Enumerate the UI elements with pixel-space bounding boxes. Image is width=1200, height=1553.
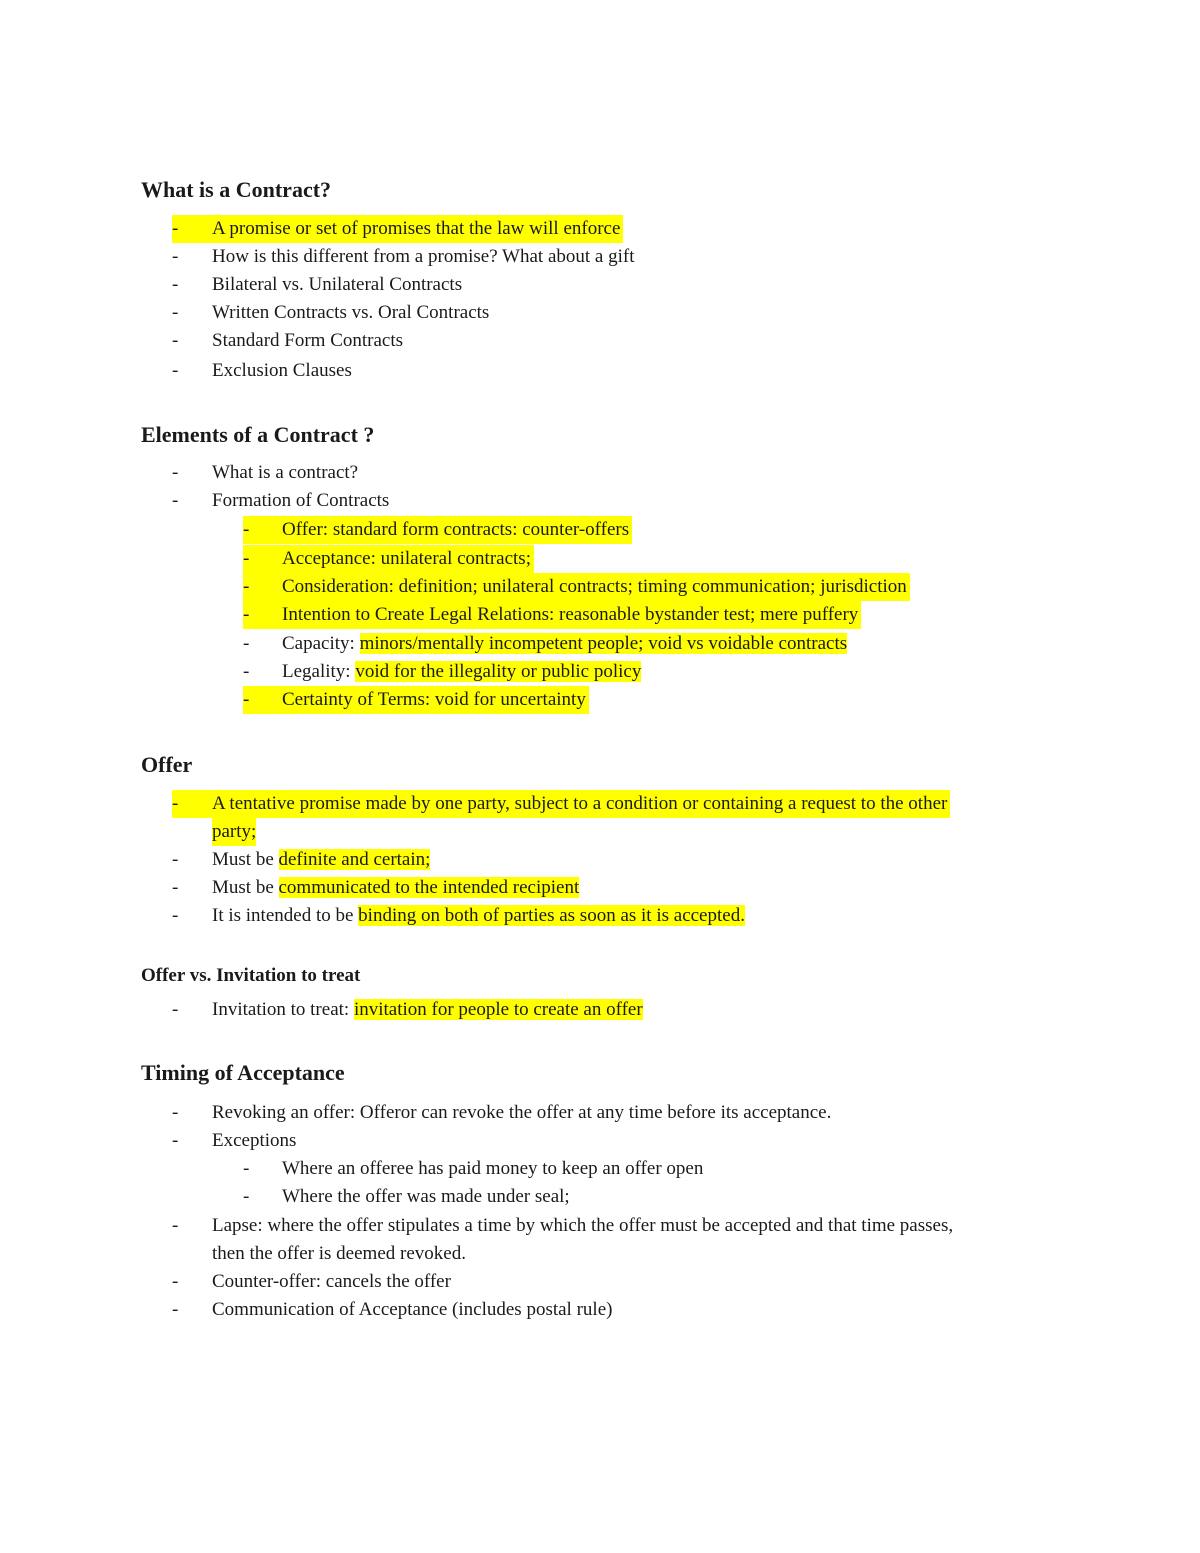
list-item: - Formation of Contracts bbox=[172, 490, 390, 511]
list-item: - A promise or set of promises that the law will enforce bbox=[172, 215, 623, 243]
list-item: - How is this different from a promise? What about a gift bbox=[172, 246, 635, 267]
sub-list-item: - Where an offeree has paid money to keep an offer open bbox=[243, 1158, 704, 1179]
list-item: - Must be communicated to the intended recipient bbox=[172, 877, 580, 898]
list-item: - Exceptions bbox=[172, 1130, 297, 1151]
list-item: - It is intended to be binding on both of parties as soon as it is accepted. bbox=[172, 905, 745, 926]
sub-list-item: - Where the offer was made under seal; bbox=[243, 1186, 570, 1207]
list-item-continuation: party; bbox=[212, 818, 256, 846]
list-item: - A tentative promise made by one party, subject to a condition or containing a request to the other bbox=[172, 790, 950, 818]
sub-list-item: - Intention to Create Legal Relations: reasonable bystander test; mere puffery bbox=[243, 601, 861, 629]
sub-list-item: - Consideration: definition; unilateral contracts; timing communication; jurisdiction bbox=[243, 573, 910, 601]
list-item: - Revoking an offer: Offeror can revoke the offer at any time before its acceptance. bbox=[172, 1102, 832, 1123]
list-item: - Exclusion Clauses bbox=[172, 360, 352, 381]
sub-list-item: - Legality: void for the illegality or public policy bbox=[243, 661, 642, 682]
heading-timing-of-acceptance: Timing of Acceptance bbox=[141, 1060, 345, 1085]
sub-list-item: - Acceptance: unilateral contracts; bbox=[243, 545, 534, 573]
list-item: - Must be definite and certain; bbox=[172, 849, 431, 870]
list-item: - What is a contract? bbox=[172, 462, 359, 483]
heading-what-is-contract: What is a Contract? bbox=[141, 177, 332, 202]
heading-offer-vs-invitation: Offer vs. Invitation to treat bbox=[141, 965, 361, 986]
sub-list-item: - Offer: standard form contracts: counter-offers bbox=[243, 516, 632, 544]
list-item: - Lapse: where the offer stipulates a time by which the offer must be accepted and that time passes, bbox=[172, 1215, 954, 1236]
list-item: - Communication of Acceptance (includes postal rule) bbox=[172, 1299, 613, 1320]
heading-elements-of-contract: Elements of a Contract ? bbox=[141, 422, 375, 447]
list-item-continuation: then the offer is deemed revoked. bbox=[212, 1243, 466, 1264]
list-item: - Standard Form Contracts bbox=[172, 330, 404, 351]
sub-list-item: - Certainty of Terms: void for uncertainty bbox=[243, 686, 589, 714]
list-item: - Bilateral vs. Unilateral Contracts bbox=[172, 274, 463, 295]
list-item: - Written Contracts vs. Oral Contracts bbox=[172, 302, 490, 323]
list-item: - Invitation to treat: invitation for people to create an offer bbox=[172, 999, 643, 1020]
heading-offer: Offer bbox=[141, 752, 193, 777]
list-item: - Counter-offer: cancels the offer bbox=[172, 1271, 451, 1292]
sub-list-item: - Capacity: minors/mentally incompetent people; void vs voidable contracts bbox=[243, 633, 848, 654]
